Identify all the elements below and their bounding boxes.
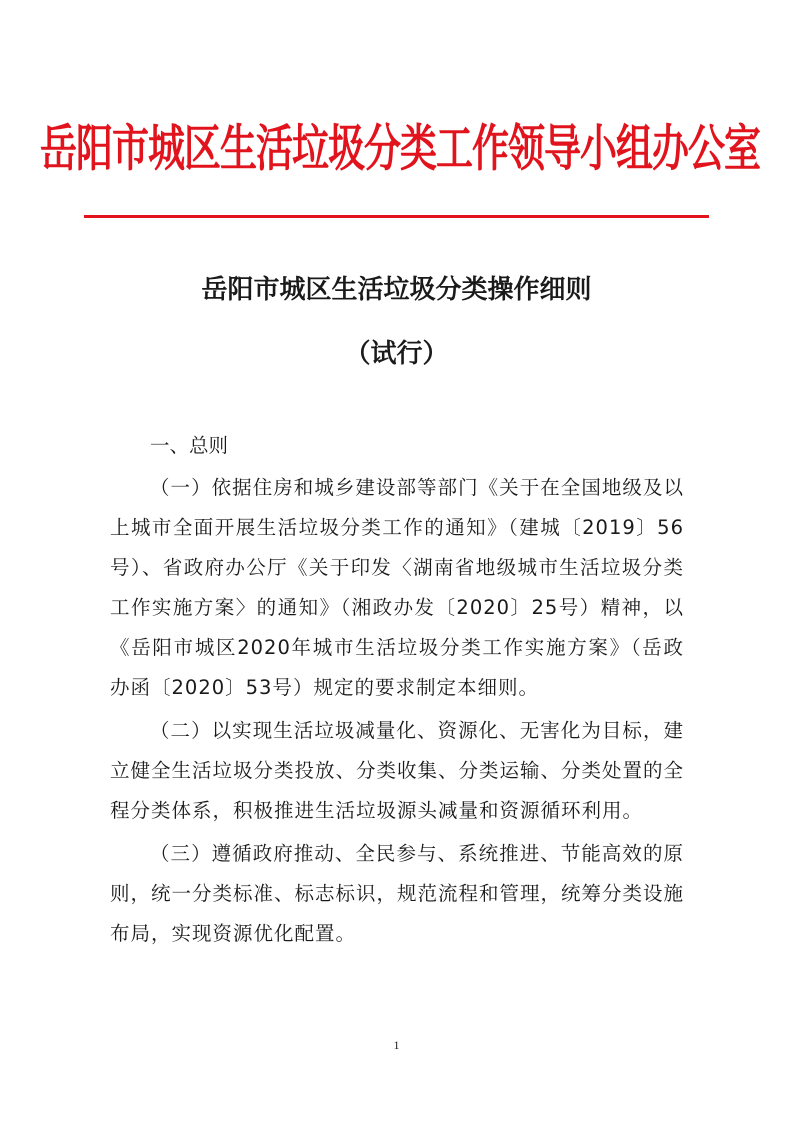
document-title: 岳阳市城区生活垃圾分类操作细则 bbox=[201, 275, 592, 305]
section-heading: 一、总则 bbox=[150, 434, 229, 457]
red-masthead: 岳阳市城区生活垃圾分类工作领导小组办公室 bbox=[40, 118, 760, 178]
paragraph-1: （一）依据住房和城乡建设部等部门《关于在全国地级及以上城市全面开展生活垃圾分类工作的通知》（建城〔2019〕56号）、省政府办公厅《关于印发〈湖南省地级城市生活垃圾分类工作实施方案〉的通知》（湘政办发〔2020〕25号）精神，以《岳阳市城区2020年城市生活垃圾分类工作实施方案》（岳政办函〔2020〕53号）规定的要求制定本细则。 bbox=[110, 476, 684, 699]
paragraph-2: （二）以实现生活垃圾减量化、资源化、无害化为目标，建立健全生活垃圾分类投放、分类收集、分类运输、分类处置的全程分类体系，积极推进生活垃圾源头减量和资源循环利用。 bbox=[110, 719, 685, 822]
document-body bbox=[110, 424, 684, 954]
page-number: 1 bbox=[393, 1038, 400, 1052]
red-divider bbox=[84, 215, 709, 218]
paragraph-3: （三）遵循政府推动、全民参与、系统推进、节能高效的原则，统一分类标准、标志标识，规范流程和管理，统筹分类设施布局，实现资源优化配置。 bbox=[110, 842, 685, 945]
document-subtitle: （试行） bbox=[344, 339, 449, 369]
